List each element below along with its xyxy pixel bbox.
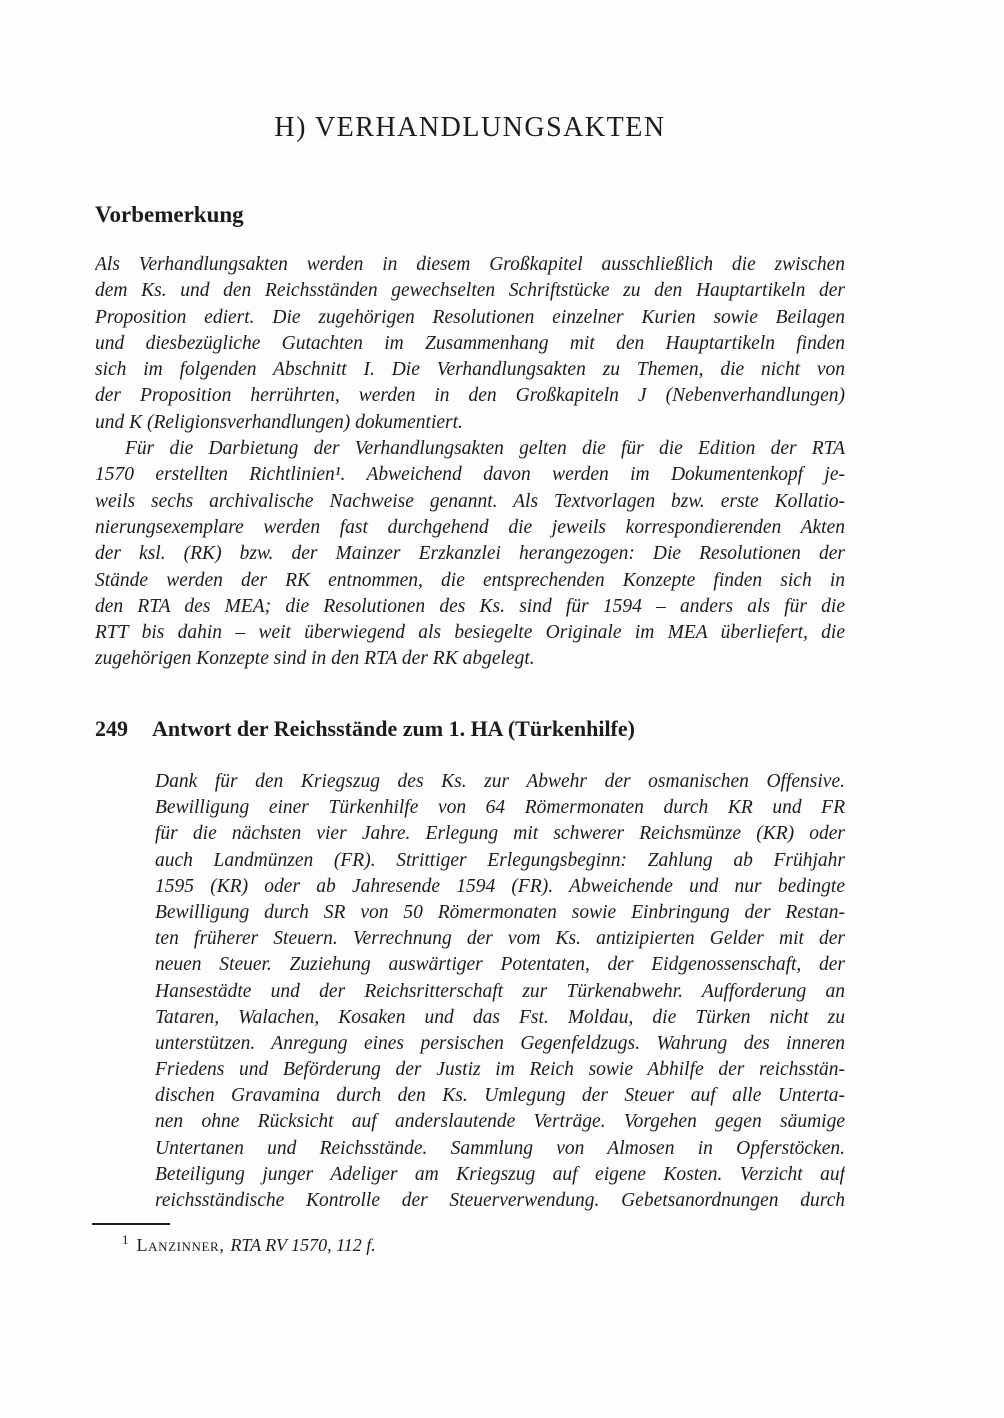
text-line: ten früherer Steuern. Verrechnung der vom Ks. antizipierten Gelder mit der [155, 928, 845, 950]
text-line: der ksl. (RK) bzw. der Mainzer Erzkanzlei herangezogen: Die Resolutionen der [95, 543, 845, 565]
text-line: Untertanen und Reichsstände. Sammlung von Almosen in Opferstöcken. [155, 1137, 845, 1159]
text-line: und diesbezügliche Gutachten im Zusammenhang mit den Hauptartikeln finden [95, 332, 845, 354]
chapter-title: H) VERHANDLUNGSAKTEN [274, 112, 666, 143]
text-line: 1570 erstellten Richtlinien¹. Abweichend davon werden im Dokumentenkopf je- [95, 464, 845, 486]
text-line: zugehörigen Konzepte sind in den RTA der RK abgelegt. [95, 648, 535, 670]
footnote-author: Lanzinner, [136, 1235, 225, 1255]
text-line: RTT bis dahin – weit überwiegend als besiegelte Originale im MEA überliefert, die [95, 622, 845, 644]
text-line: Stände werden der RK entnommen, die entsprechenden Konzepte finden sich in [95, 569, 845, 591]
text-line: Für die Darbietung der Verhandlungsakten gelten die für die Edition der RTA [125, 438, 845, 460]
text-line: neuen Steuer. Zuziehung auswärtiger Potentaten, der Eidgenossenschaft, der [155, 954, 845, 976]
vorbemerkung-paragraph-2 [95, 436, 845, 673]
text-line: den RTA des MEA; die Resolutionen des Ks. sind für 1594 – anders als für die [95, 595, 845, 617]
entry-abstract [155, 769, 845, 1214]
text-line: sich im folgenden Abschnitt I. Die Verhandlungsakten zu Themen, die nicht von [95, 359, 845, 381]
footnote [95, 1232, 845, 1256]
text-line: Bewilligung durch SR von 50 Römermonaten sowie Einbringung der Restan- [155, 901, 845, 923]
vorbemerkung-paragraph-1 [95, 252, 845, 436]
text-line: Beteiligung junger Adeliger am Kriegszug auf eigene Kosten. Verzicht auf [155, 1163, 845, 1185]
footnote-divider [92, 1223, 170, 1225]
text-line: Als Verhandlungsakten werden in diesem Großkapitel ausschließlich die zwischen [95, 254, 845, 275]
text-line: Hansestädte und der Reichsritterschaft zur Türkenabwehr. Aufforderung an [155, 980, 845, 1002]
text-line: nen ohne Rücksicht auf anderslautende Verträge. Vorgehen gegen säumige [155, 1111, 845, 1133]
text-line: unterstützen. Anregung eines persischen Gegenfeldzugs. Wahrung des inneren [155, 1032, 845, 1054]
text-line: Dank für den Kriegszug des Ks. zur Abwehr der osmanischen Offensive. [155, 771, 845, 792]
text-line: für die nächsten vier Jahre. Erlegung mit schwerer Reichsmünze (KR) oder [155, 823, 845, 845]
entry-heading: Antwort der Reichsstände zum 1. HA (Türkenhilfe) [152, 716, 635, 741]
text-line: nierungsexemplare werden fast durchgehend die jeweils korrespondierenden Akten [95, 516, 845, 538]
entry-number: 249 [95, 716, 128, 741]
text-line: Proposition ediert. Die zugehörigen Resolutionen einzelner Kurien sowie Beilagen [95, 306, 845, 328]
text-line: und K (Religionsverhandlungen) dokumentiert. [95, 411, 463, 433]
footnote-reference: RTA RV 1570, 112 f. [230, 1235, 376, 1255]
text-line: 1595 (KR) oder ab Jahresende 1594 (FR). Abweichende und nur bedingte [155, 875, 845, 897]
text-line: weils sechs archivalische Nachweise genannt. Als Textvorlagen bzw. erste Kollatio- [95, 490, 845, 512]
text-line: Tataren, Walachen, Kosaken und das Fst. Moldau, die Türken nicht zu [155, 1006, 845, 1028]
footnote-marker: 1 [122, 1232, 129, 1247]
vorbemerkung-heading: Vorbemerkung [95, 202, 244, 227]
text-line: reichsständische Kontrolle der Steuerverwendung. Gebetsanordnungen durch [155, 1190, 845, 1211]
entry-heading-row [95, 716, 845, 742]
text-line: Friedens und Beförderung der Justiz im Reich sowie Abhilfe der reichsstän- [155, 1059, 845, 1081]
text-line: dischen Gravamina durch den Ks. Umlegung der Steuer auf alle Unterta- [155, 1085, 845, 1107]
text-line: Bewilligung einer Türkenhilfe von 64 Römermonaten durch KR und FR [155, 797, 845, 819]
text-line: auch Landmünzen (FR). Strittiger Erlegungsbeginn: Zahlung ab Frühjahr [155, 849, 845, 871]
text-line: dem Ks. und den Reichsständen gewechselten Schriftstücke zu den Hauptartikeln der [95, 280, 845, 302]
vorbemerkung-text [95, 252, 845, 673]
text-line: der Proposition herrührten, werden in den Großkapiteln J (Nebenverhandlungen) [95, 385, 845, 407]
